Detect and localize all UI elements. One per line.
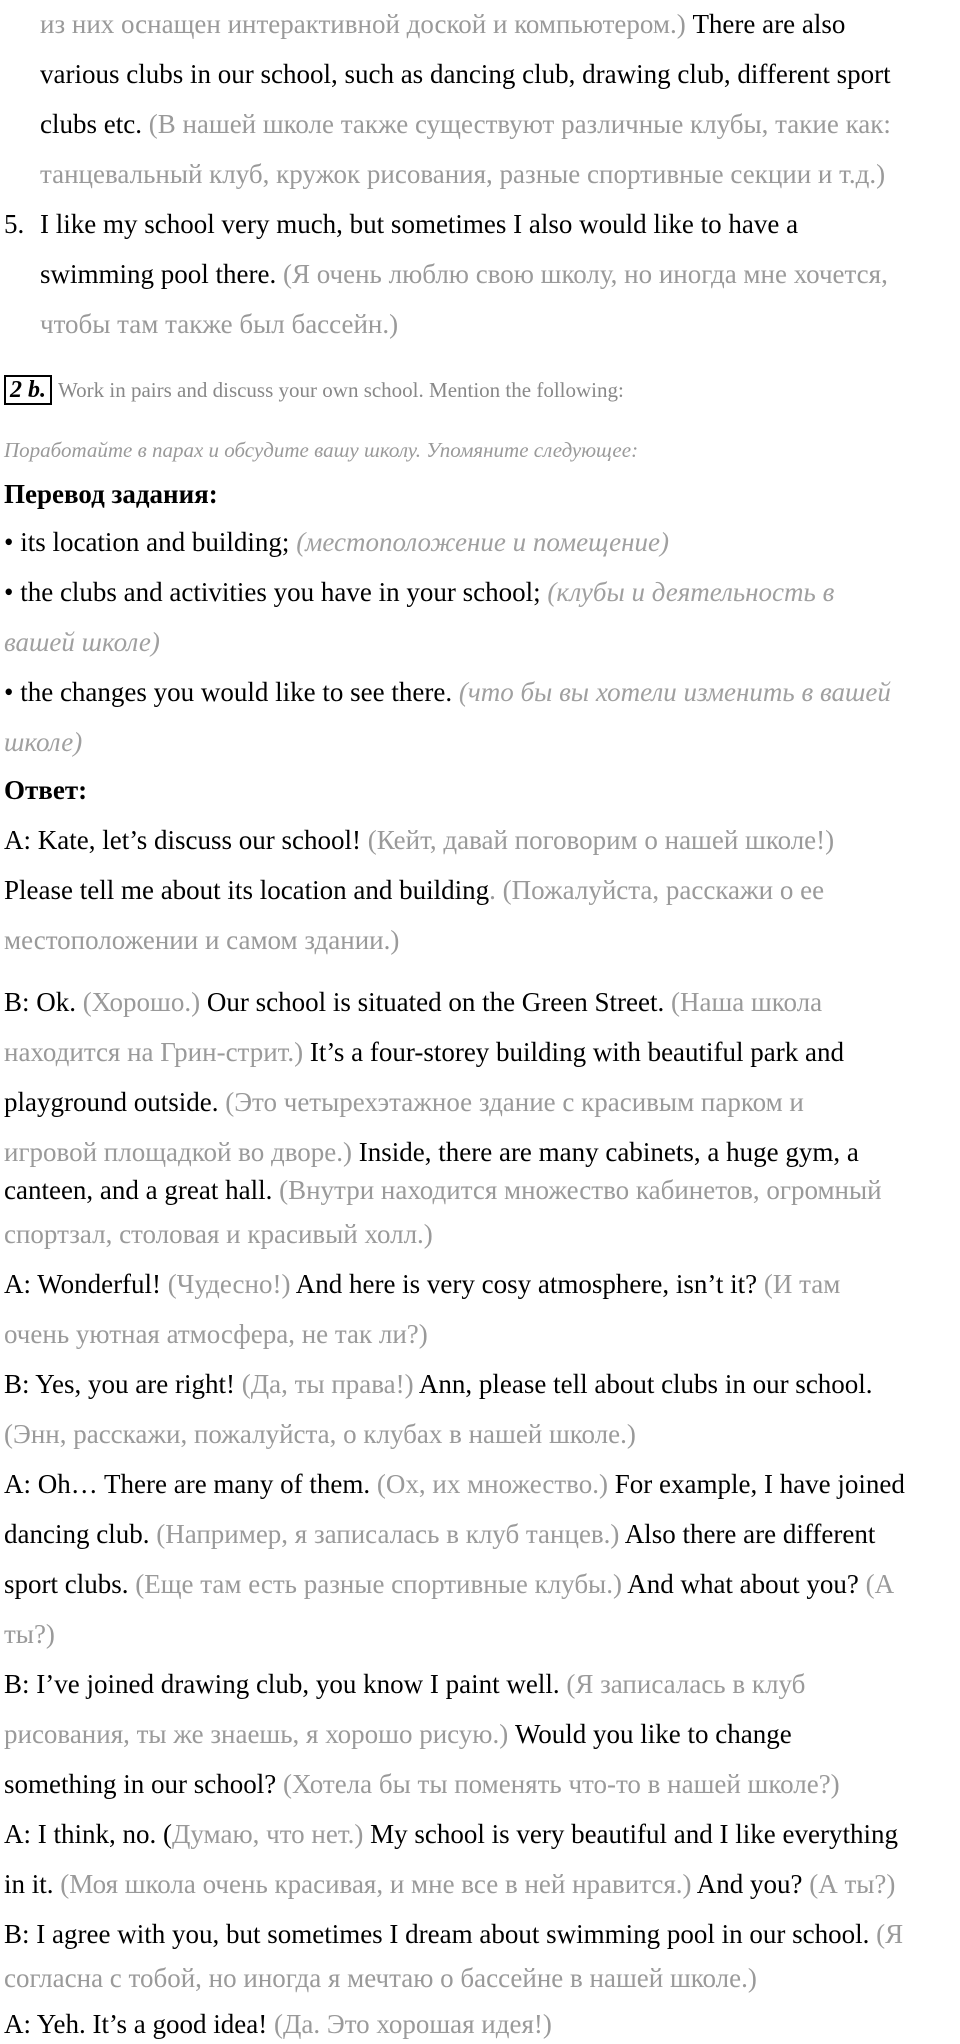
task-instruction-en: 2 b. Work in pairs and discuss your own school. Mention the following: <box>4 370 624 408</box>
dialogue-line: A: Oh… There are many of them. (Ох, их множество.) For example, I have joined <box>4 1469 905 1499</box>
item5-line-3: чтобы там также был бассейн.) <box>40 309 399 339</box>
dialogue-line: Please tell me about its location and building. (Пожалуйста, расскажи о ее <box>4 875 825 905</box>
dialogue-line: sport clubs. (Еще там есть разные спортивные клубы.) And what about you? (А <box>4 1569 895 1599</box>
dialogue-line: A: Kate, let’s discuss our school! (Кейт, давай поговорим о нашей школе!) <box>4 825 835 855</box>
dialogue-line: B: I’ve joined drawing club, you know I paint well. (Я записалась в клуб <box>4 1669 806 1699</box>
dialogue-line: A: Wonderful! (Чудесно!) And here is very cosy atmosphere, isn’t it? (И там <box>4 1269 841 1299</box>
bullet-changes: • the changes you would like to see there. (что бы вы хотели изменить в вашей <box>4 677 891 707</box>
item4-line-2: various clubs in our school, such as dancing club, drawing club, different sport <box>40 59 891 89</box>
dialogue-line: согласна с тобой, но иногда я мечтаю о бассейне в нашей школе.) <box>4 1963 757 1993</box>
bullet-location: • its location and building; (местоположение и помещение) <box>4 527 669 557</box>
item-number: 5. <box>4 209 25 239</box>
item4-line-3: clubs etc. (В нашей школе также существуют различные клубы, такие как: <box>40 109 891 139</box>
dialogue-line: B: I agree with you, but sometimes I dream about swimming pool in our school. (Я <box>4 1919 904 1949</box>
item4-line-1: из них оснащен интерактивной доской и компьютером.) There are also <box>40 9 846 39</box>
dialogue-line: playground outside. (Это четырехэтажное здание с красивым парком и <box>4 1087 804 1117</box>
task-badge: 2 b. <box>4 375 52 405</box>
item5-line-1: 5. I like my school very much, but sometimes I also would like to have a <box>4 206 798 242</box>
dialogue-line: canteen, and a great hall. (Внутри находится множество кабинетов, огромный <box>4 1175 882 1205</box>
item5-line-2: swimming pool there. (Я очень люблю свою школу, но иногда мне хочется, <box>40 259 888 289</box>
dialogue-line: спортзал, столовая и красивый холл.) <box>4 1219 433 1249</box>
dialogue-line: something in our school? (Хотела бы ты поменять что-то в нашей школе?) <box>4 1769 840 1799</box>
task-instruction-ru: Поработайте в парах и обсудите вашу школу. Упомяните следующее: <box>4 438 639 462</box>
dialogue-line: игровой площадкой во дворе.) Inside, there are many cabinets, a huge gym, a <box>4 1137 859 1167</box>
dialogue-line: находится на Грин-стрит.) It’s a four-storey building with beautiful park and <box>4 1037 844 1067</box>
item4-line-4: танцевальный клуб, кружок рисования, разные спортивные секции и т.д.) <box>40 159 886 189</box>
dialogue-line: dancing club. (Например, я записалась в клуб танцев.) Also there are different <box>4 1519 876 1549</box>
dialogue-line: in it. (Моя школа очень красивая, и мне все в ней нравится.) And you? (А ты?) <box>4 1869 896 1899</box>
answer-heading: Ответ: <box>4 775 88 805</box>
dialogue-line: ты?) <box>4 1619 55 1649</box>
dialogue-line: A: I think, no. (Думаю, что нет.) My school is very beautiful and I like everything <box>4 1819 898 1849</box>
bullet-changes-cont: школе) <box>4 727 83 757</box>
bullet-clubs: • the clubs and activities you have in your school; (клубы и деятельность в <box>4 577 835 607</box>
bullet-clubs-cont: вашей школе) <box>4 627 160 657</box>
translation-heading: Перевод задания: <box>4 479 218 509</box>
dialogue-line: B: Ok. (Хорошо.) Our school is situated on the Green Street. (Наша школа <box>4 987 823 1017</box>
dialogue-line: рисования, ты же знаешь, я хорошо рисую.) Would you like to change <box>4 1719 792 1749</box>
dialogue-line: очень уютная атмосфера, не так ли?) <box>4 1319 428 1349</box>
dialogue-line: B: Yes, you are right! (Да, ты права!) Ann, please tell about clubs in our school. <box>4 1369 873 1399</box>
dialogue-line: A: Yeh. It’s a good idea! (Да. Это хорошая идея!) <box>4 2009 552 2039</box>
dialogue-line: (Энн, расскажи, пожалуйста, о клубах в нашей школе.) <box>4 1419 636 1449</box>
dialogue-line: местоположении и самом здании.) <box>4 925 400 955</box>
